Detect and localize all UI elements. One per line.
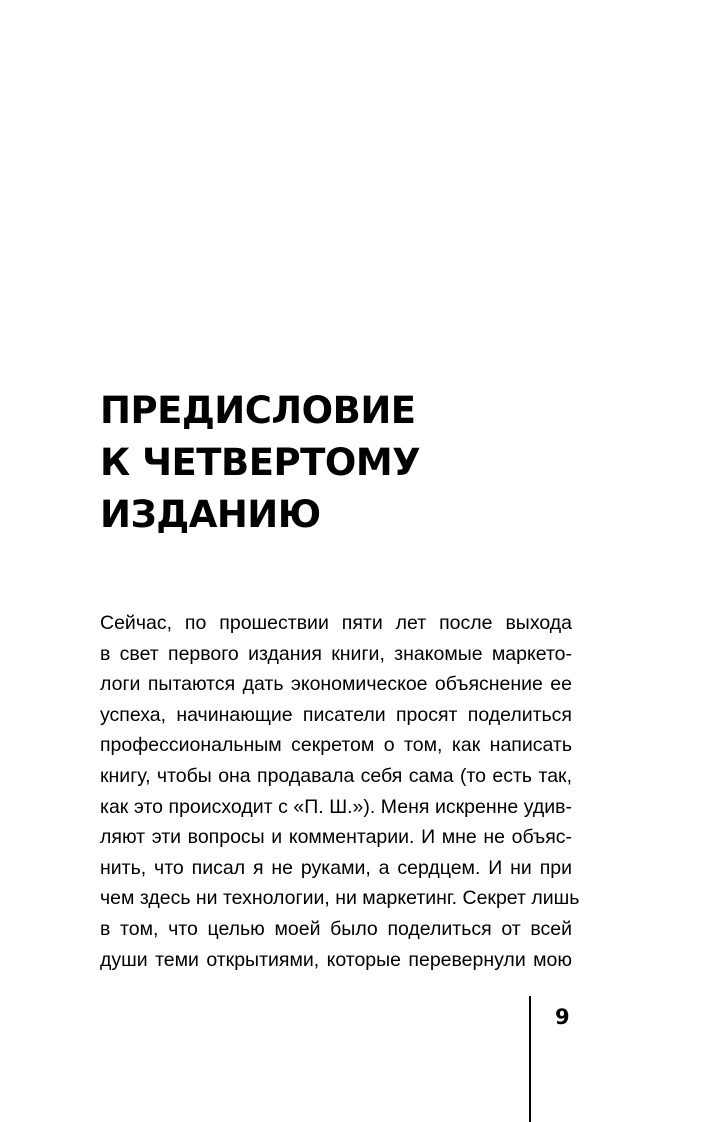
body-line: ляют эти вопросы и комментарии. И мне не объяс- [100, 826, 572, 849]
body-line: как это происходит с «П. Ш.»). Меня искренне удив- [100, 795, 572, 818]
body-line: успеха, начинающие писатели просят поделиться [100, 703, 572, 726]
body-line: чем здесь ни технологии, ни маркетинг. Секрет лишь [100, 887, 580, 910]
chapter-title-line-2: К ЧЕТВЕРТОМУ [100, 441, 421, 484]
body-line: профессиональным секретом о том, как написать [100, 734, 572, 757]
body-line: в том, что целью моей было поделиться от всей [100, 917, 572, 940]
body-paragraph [100, 608, 580, 975]
body-line: в свет первого издания книги, знакомые маркето- [100, 642, 572, 665]
body-line: души теми открытиями, которые перевернули мою [100, 948, 572, 971]
body-line: логи пытаются дать экономическое объяснение ее [100, 673, 572, 696]
chapter-title-line-3: ИЗДАНИЮ [100, 493, 321, 536]
body-line: Сейчас, по прошествии пяти лет после выхода [100, 612, 572, 634]
body-line: нить, что писал я не руками, а сердцем. И ни при [100, 856, 572, 879]
page-number-rule [529, 996, 531, 1122]
chapter-title-line-1: ПРЕДИСЛОВИЕ [100, 389, 416, 432]
page-number: 9 [555, 1005, 570, 1029]
body-line: книгу, чтобы она продавала себя сама (то есть так, [100, 764, 572, 787]
chapter-title [100, 385, 420, 541]
